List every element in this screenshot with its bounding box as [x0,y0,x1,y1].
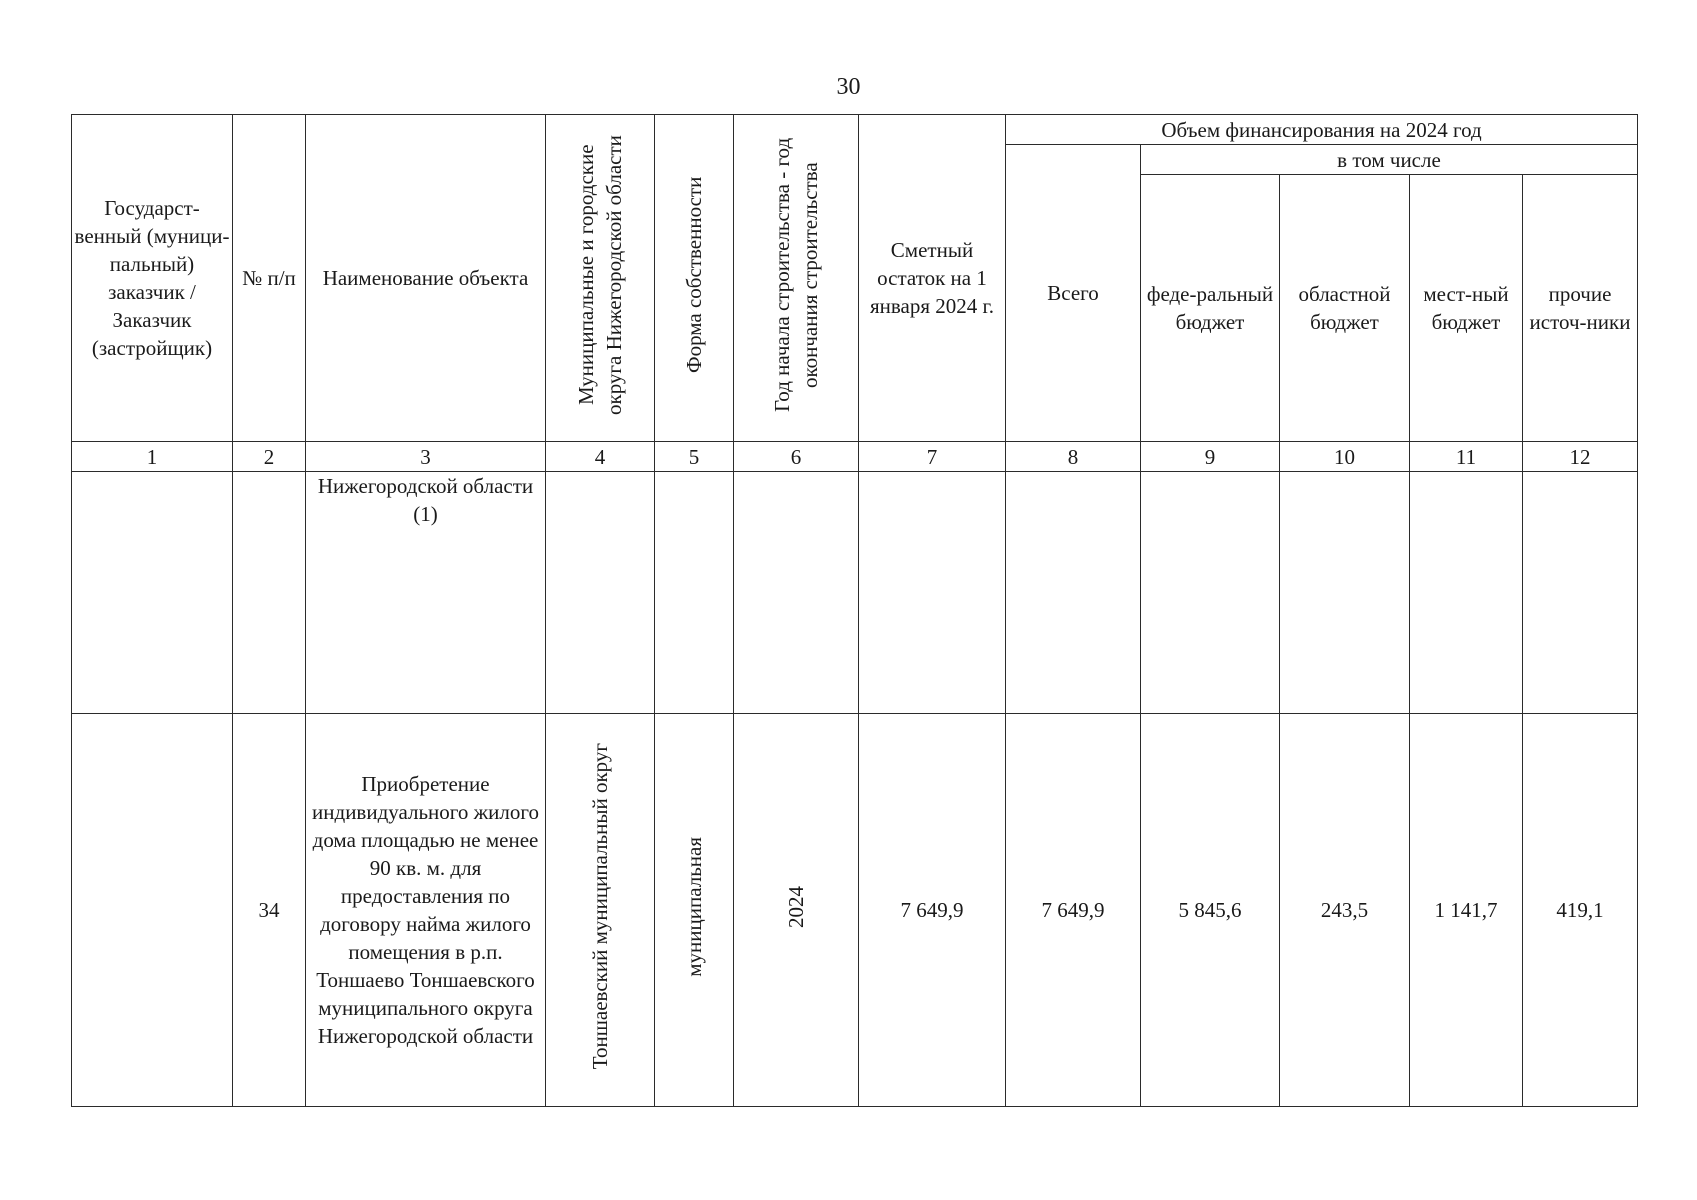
table-cell [1523,472,1638,714]
header-federal: феде-ральный бюджет [1141,175,1280,442]
header-districts-cell [546,115,655,442]
object-ownership-cell [655,714,734,1107]
object-row [72,714,1638,1107]
column-number: 9 [1141,442,1280,472]
object-years: 2024 [784,885,808,928]
object-regional: 243,5 [1280,714,1410,1107]
header-estimate: Сметный остаток на 1 января 2024 г. [859,115,1006,442]
object-estimate: 7 649,9 [859,714,1006,1107]
financing-table [71,114,1638,1107]
header-other: прочие источ-ники [1523,175,1638,442]
header-object-name: Наименование объекта [306,115,546,442]
column-number: 2 [233,442,306,472]
header-years: Год начала строительства - год окончания строительства [770,137,822,412]
object-customer [72,714,233,1107]
table-cell [72,472,233,714]
column-number: 6 [734,442,859,472]
header-customer: Государст-венный (муници-пальный) заказчик / Заказчик (застройщик) [72,115,233,442]
object-district-cell [546,714,655,1107]
object-name: Приобретение индивидуального жилого дома площадью не менее 90 кв. м. для предоставления по договору найма жилого помещения в р.п. Тоншаево Тоншаевского муниципального округа Нижегородской области [306,714,546,1107]
header-funding-title: Объем финансирования на 2024 год [1006,115,1638,145]
continuation-row [72,472,1638,714]
object-years-cell [734,714,859,1107]
header-ownership: Форма собственности [682,176,706,373]
object-total: 7 649,9 [1006,714,1141,1107]
column-number-row [72,442,1638,472]
header-local: мест-ный бюджет [1410,175,1523,442]
object-number: 34 [233,714,306,1107]
page-number: 30 [836,74,861,100]
column-number: 7 [859,442,1006,472]
header-ownership-cell [655,115,734,442]
column-number: 4 [546,442,655,472]
column-number: 1 [72,442,233,472]
header-districts: Муниципальные и городские округа Нижегородской области [574,134,626,415]
table-cell [233,472,306,714]
table-cell [1280,472,1410,714]
header-including: в том числе [1141,145,1638,175]
table-cell [859,472,1006,714]
column-number: 5 [655,442,734,472]
header-number: № п/п [233,115,306,442]
header-row-top [72,115,1638,145]
table-cell [655,472,734,714]
header-total: Всего [1006,145,1141,442]
header-years-cell [734,115,859,442]
continuation-object-name: Нижегородской области (1) [306,472,546,714]
object-federal: 5 845,6 [1141,714,1280,1107]
header-regional: областной бюджет [1280,175,1410,442]
column-number: 3 [306,442,546,472]
object-district: Тоншаевский муниципальный округ [588,743,612,1070]
column-number: 11 [1410,442,1523,472]
object-local: 1 141,7 [1410,714,1523,1107]
table-cell [1410,472,1523,714]
column-number: 10 [1280,442,1410,472]
column-number: 8 [1006,442,1141,472]
table-cell [546,472,655,714]
table-cell [734,472,859,714]
object-other: 419,1 [1523,714,1638,1107]
table-cell [1141,472,1280,714]
column-number: 12 [1523,442,1638,472]
table-cell [1006,472,1141,714]
object-ownership: муниципальная [682,836,706,977]
